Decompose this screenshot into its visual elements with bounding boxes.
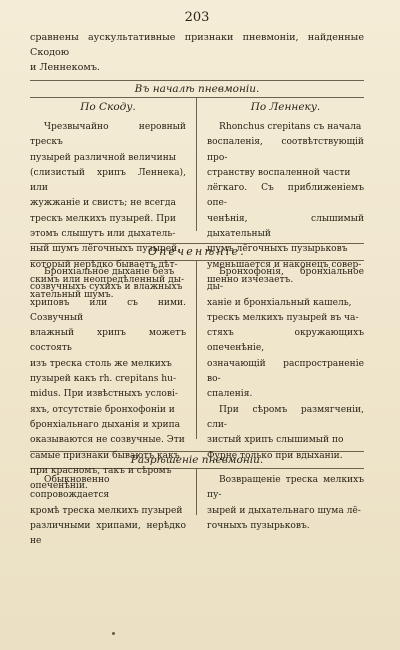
section-2-left-text: Бронхіальное дыханіе безъ созвучныхъ сухихъ и влажныхъ хриповъ или съ ними. Созвучный влажный хрипъ можетъ состоять изъ треска столь же мелкихъ пузырей какъ rh. crepitans hu- midus. При извѣстныхъ услові- яхъ, отсутствіе бронхофоніи и бронхіальнаго дыханія и хрипа оказываются не созвучные. Эти самые признаки бываютъ какъ при красномъ, такъ и сѣромъ опеченѣніи. [30,267,186,492]
page-number: 203 [184,10,210,25]
section-3-right-text: Возвращеніе треска мелкихъ пу- зырей и дыхательнаго шума лё- гочныхъ пузырьковъ. [207,475,364,531]
intro-line-2: и Леннекомъ. [30,62,100,73]
section-2-right-text-2: При сѣромъ размягченіи, сли- зистый хрипъ слышимый по Фурнe только при вдыханіи. [207,404,364,461]
section-3-right-column [197,469,364,531]
intro-line-1: сравнены аускультативные признаки пневмоніи, найденные Скодою [30,32,364,58]
section-3-title: Разрѣшеніе пневмоніи. [130,454,264,466]
ink-spot [112,632,115,635]
section-1-right-heading: По Леннеку. [250,101,321,113]
section-2-right-column [197,261,364,461]
section-1-left-text: Чрезвычайно неровный трескъ пузырей различной величины (слизистый хрипъ Леннека), или жужжаніе и свистъ; не всегда трескъ мелкихъ пузырей. При этомъ слышутъ или дыхатель- ный шумъ лёгочныхъ пузырей, который нерѣдко бываетъ дѣт- скимъ или неопредѣленный ды- хательный шумъ. [30,122,186,301]
section-3-columns [30,469,364,547]
section-3-left-text: Обыкновенно сопровождается кромѣ треска мелкихъ пузырей различными хрипами, нерѣдко не [30,475,186,547]
section-1-title: Въ началѣ пневмоніи. [134,83,260,95]
section-3-left-column [30,469,197,547]
section-2-title: Опеченѣніе. [148,245,246,258]
section-1-right-text: Rhonchus crepitans съ начала воспаленія, соотвѣтствующій про- странству воспаленной части лёгкаго. Съ приближеніемъ опе- ченѣнія, слышимый дыхательный шумъ лёгочныхъ пузырьковъ уменьшается и наконецъ совер- шенно изчезаетъ. [207,122,364,285]
section-2-right-text-1: Бронхофонія, бронхіальное ды- ханіе и бронхіальный кашель, трескъ мелкихъ пузырей въ ча- стяхъ окружающихъ опеченѣніе, означающій распространеніе во- спаленія. [207,267,364,400]
section-1-left-heading: По Скоду. [80,101,136,113]
